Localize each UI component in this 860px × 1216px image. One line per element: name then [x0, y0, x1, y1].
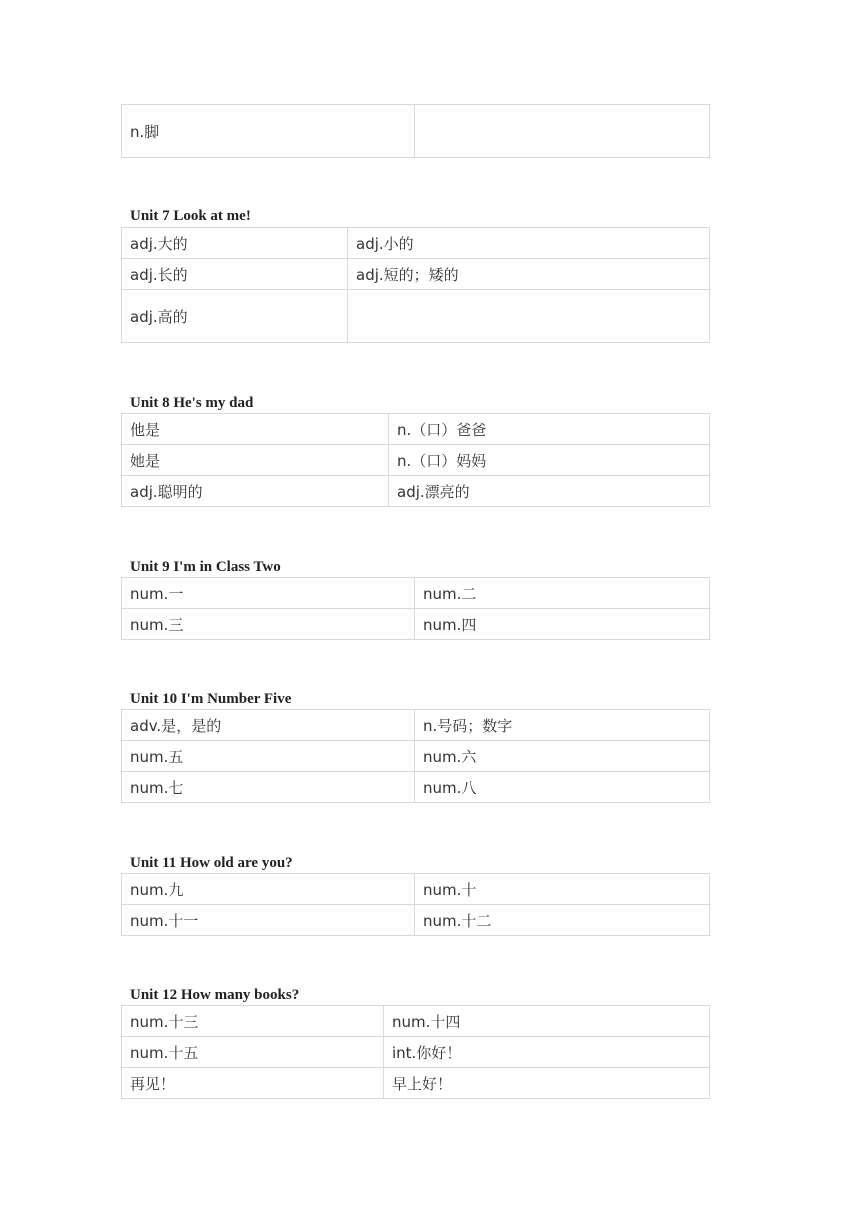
table-cell: int.你好！ [384, 1037, 710, 1068]
table-row [122, 578, 710, 609]
table-cell: 她是 [122, 445, 389, 476]
table-row [122, 741, 710, 772]
table-cell: adj.长的 [122, 259, 348, 290]
table-row [122, 905, 710, 936]
unit-8-title: Unit 8 He's my dad [130, 395, 254, 411]
table-cell: num.二 [415, 578, 710, 609]
unit-10-title: Unit 10 I'm Number Five [130, 691, 292, 707]
table-cell: num.五 [122, 741, 415, 772]
table-row [122, 609, 710, 640]
table-cell: 他是 [122, 414, 389, 445]
table-cell [415, 105, 710, 158]
table-row [122, 414, 710, 445]
table-row [122, 259, 710, 290]
table-cell: adv.是，是的 [122, 710, 415, 741]
table-cell: adj.小的 [348, 228, 710, 259]
table-cell: adj.高的 [122, 290, 348, 343]
unit-12-vocab-table [121, 1005, 709, 1099]
intro-vocab-table [121, 104, 709, 158]
unit-9-title: Unit 9 I'm in Class Two [130, 559, 281, 575]
table-cell: num.一 [122, 578, 415, 609]
table-cell: n.脚 [122, 105, 415, 158]
table-cell: num.十四 [384, 1006, 710, 1037]
table-row [122, 476, 710, 507]
table-cell: n.（口）爸爸 [389, 414, 710, 445]
table-cell: num.七 [122, 772, 415, 803]
unit-7-vocab-table [121, 227, 709, 343]
unit-10-vocab-table [121, 709, 709, 803]
unit-7-title: Unit 7 Look at me! [130, 208, 251, 224]
table-cell: adj.大的 [122, 228, 348, 259]
table-row [122, 1006, 710, 1037]
table-cell [348, 290, 710, 343]
table-cell: n.（口）妈妈 [389, 445, 710, 476]
unit-11-vocab-table [121, 873, 709, 936]
table-row [122, 445, 710, 476]
table-row [122, 290, 710, 343]
table-row [122, 228, 710, 259]
table-cell: n.号码；数字 [415, 710, 710, 741]
table-row [122, 772, 710, 803]
table-cell: adj.短的；矮的 [348, 259, 710, 290]
table-cell: num.十一 [122, 905, 415, 936]
table-cell: num.十三 [122, 1006, 384, 1037]
unit-12-title: Unit 12 How many books? [130, 987, 300, 1003]
table-row [122, 105, 710, 158]
table-row [122, 874, 710, 905]
table-cell: 再见！ [122, 1068, 384, 1099]
unit-8-vocab-table [121, 413, 709, 507]
unit-11-title: Unit 11 How old are you? [130, 855, 293, 871]
table-cell: num.十五 [122, 1037, 384, 1068]
table-cell: num.十 [415, 874, 710, 905]
table-cell: num.三 [122, 609, 415, 640]
table-row [122, 710, 710, 741]
table-cell: num.十二 [415, 905, 710, 936]
table-cell: adj.聪明的 [122, 476, 389, 507]
table-cell: num.九 [122, 874, 415, 905]
table-row [122, 1037, 710, 1068]
table-cell: num.四 [415, 609, 710, 640]
unit-9-vocab-table [121, 577, 709, 640]
table-cell: num.八 [415, 772, 710, 803]
table-row [122, 1068, 710, 1099]
table-cell: num.六 [415, 741, 710, 772]
table-cell: adj.漂亮的 [389, 476, 710, 507]
table-cell: 早上好！ [384, 1068, 710, 1099]
